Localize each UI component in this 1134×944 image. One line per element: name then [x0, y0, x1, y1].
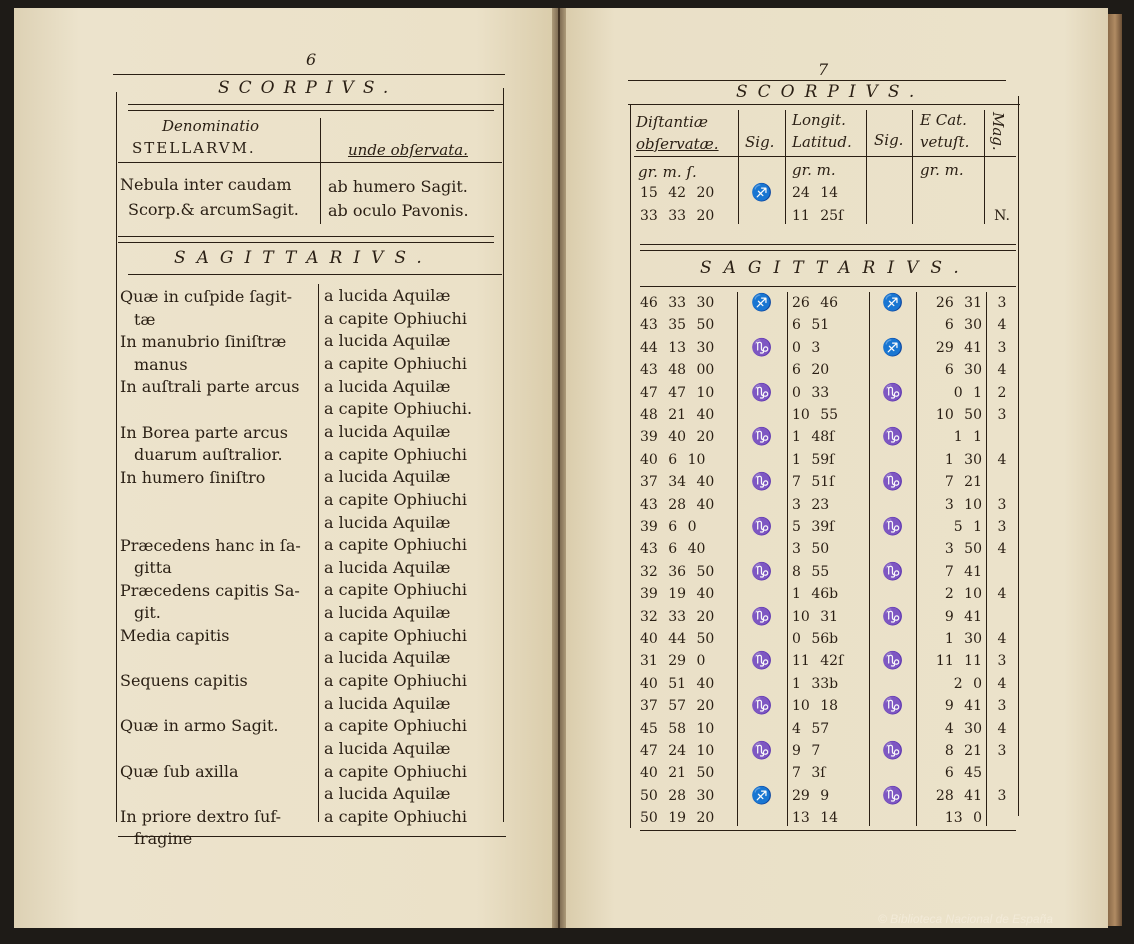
sagittarius-row-24-dist: 50 19 20	[640, 810, 715, 827]
sagittarius-name-line-5: In auſtrali parte arcus	[120, 377, 300, 397]
sag-col-divider-3	[869, 292, 870, 826]
left-header-col2: unde obſervata.	[348, 141, 468, 159]
scorpius-row-1-sig2	[872, 182, 914, 204]
sagittarius-row-18-long: 1 33b	[792, 675, 839, 692]
right-sagittarius-title: SAGITTARIVS.	[700, 258, 971, 278]
header-distantia-line1: Diſtantiæ	[636, 113, 708, 131]
sagittarius-row-14-long: 1 46b	[792, 586, 839, 603]
sagittarius-row-8-long: 1 59ſ	[792, 451, 835, 468]
sagittarius-row-9-sig2: ♑	[882, 472, 904, 493]
sagittarius-row-7-long: 1 48ſ	[792, 429, 835, 446]
sagittarius-name-line-1: Quæ in cuſpide ſagit-	[120, 287, 293, 306]
sagittarius-observed-line-12: a capite Ophiuchi	[324, 535, 467, 555]
sagittarius-row-13-long: 8 55	[792, 563, 830, 580]
sagittarius-row-11-ecat: 5 1	[953, 519, 982, 535]
sagittarius-name-line-13: gitta	[134, 558, 172, 578]
sag-col-divider-2	[787, 292, 788, 826]
sagittarius-row-12-dist: 43 6 40	[640, 541, 706, 558]
right-col-divider-2	[785, 110, 786, 224]
sagittarius-name-line-20: Quæ in armo Sagit.	[120, 716, 279, 736]
right-scorpius-title: SCORPIVS.	[736, 82, 925, 102]
sagittarius-row-16-sig2	[872, 628, 914, 650]
right-section-rule	[640, 244, 1016, 245]
sagittarius-row-22-mag	[990, 762, 1014, 784]
scorpius-row-2-long: 11 25ſ	[792, 208, 844, 224]
sagittarius-row-24-mag	[990, 807, 1014, 829]
sagittarius-row-1-mag: 3	[997, 295, 1007, 311]
sagittarius-observed-line-8: a capite Ophiuchi	[324, 444, 467, 464]
sagittarius-row-11-dist: 39 6 0	[640, 519, 697, 535]
left-header-rule	[118, 162, 502, 163]
sagittarius-observed-line-2: a capite Ophiuchi	[324, 308, 467, 328]
left-sagittarius-rule	[128, 274, 502, 275]
sagittarius-row-12-ecat: 3 50	[944, 541, 982, 558]
sagittarius-row-2-sig2	[872, 314, 914, 336]
scorpius-observed-2: ab oculo Pavonis.	[328, 201, 469, 220]
sagittarius-observed-line-6: a capite Ophiuchi.	[324, 399, 473, 419]
sagittarius-row-20-dist: 45 58 10	[640, 720, 715, 737]
sagittarius-row-18-sig2	[872, 673, 914, 695]
sagittarius-row-9-sig: ♑	[751, 472, 773, 493]
sagittarius-row-4-sig2	[872, 359, 914, 381]
sagittarius-row-19-ecat: 9 41	[944, 698, 982, 715]
sagittarius-row-6-sig	[742, 404, 782, 426]
sagittarius-observed-line-24: a capite Ophiuchi	[324, 806, 467, 826]
sagittarius-row-21-sig2: ♑	[882, 741, 904, 761]
right-page-number: 7	[818, 60, 829, 79]
sagittarius-name-line-25: fragine	[134, 829, 193, 849]
sagittarius-row-11-mag: 3	[997, 519, 1007, 535]
sagittarius-row-23-sig: ♐	[751, 785, 773, 806]
sagittarius-row-15-mag	[990, 606, 1014, 628]
scorpius-row-1-dist: 15 42 20	[640, 185, 715, 201]
sagittarius-row-22-sig2	[872, 762, 914, 784]
sagittarius-row-12-sig2	[872, 538, 914, 560]
scorpius-name-1: Nebula inter caudam	[120, 175, 292, 194]
header-mag: Mag.	[989, 112, 1007, 151]
sagittarius-row-19-sig2: ♑	[882, 696, 904, 717]
sagittarius-row-20-ecat: 4 30	[944, 720, 982, 737]
sagittarius-row-15-ecat: 9 41	[944, 608, 982, 625]
header-units-dist: gr. m. ſ.	[638, 163, 697, 181]
sagittarius-row-23-sig2: ♑	[882, 785, 904, 806]
sagittarius-row-9-long: 7 51ſ	[792, 474, 835, 491]
sagittarius-observed-line-17: a lucida Aquilæ	[324, 648, 451, 668]
sagittarius-row-14-sig2	[872, 583, 914, 605]
book-gutter	[552, 8, 566, 928]
right-col-divider-3	[866, 110, 867, 224]
sagittarius-observed-line-4: a capite Ophiuchi	[324, 353, 467, 373]
sagittarius-row-1-dist: 46 33 30	[640, 295, 715, 311]
sagittarius-row-6-ecat: 10 50	[935, 407, 982, 423]
sagittarius-observed-line-11: a lucida Aquilæ	[324, 512, 451, 532]
sagittarius-row-9-ecat: 7 21	[944, 474, 982, 491]
sagittarius-row-23-mag: 3	[997, 787, 1007, 804]
scorpius-row-2-dist: 33 33 20	[640, 208, 715, 224]
sagittarius-row-19-mag: 3	[997, 698, 1007, 715]
sagittarius-row-18-ecat: 2 0	[953, 675, 982, 692]
sagittarius-row-3-sig2: ♐	[882, 337, 904, 358]
sagittarius-row-1-sig2: ♐	[882, 293, 904, 313]
left-column-divider-bottom	[318, 284, 319, 822]
scorpius-row-1-sig: ♐	[751, 183, 773, 203]
right-title-rule	[628, 104, 1020, 105]
sagittarius-row-15-sig: ♑	[751, 606, 773, 627]
left-top-rule	[113, 74, 505, 75]
sagittarius-observed-line-3: a lucida Aquilæ	[324, 331, 451, 351]
sagittarius-row-20-long: 4 57	[792, 720, 830, 737]
sagittarius-row-17-ecat: 11 11	[935, 653, 982, 670]
header-rule	[634, 156, 1016, 157]
sagittarius-row-5-long: 0 33	[792, 384, 830, 401]
sagittarius-row-10-ecat: 3 10	[944, 496, 982, 513]
sagittarius-row-16-sig	[742, 628, 782, 650]
sagittarius-row-11-long: 5 39ſ	[792, 519, 835, 535]
sagittarius-row-5-mag: 2	[997, 384, 1007, 401]
sagittarius-row-20-sig	[742, 718, 782, 740]
sagittarius-row-20-sig2	[872, 718, 914, 740]
sagittarius-row-8-mag: 4	[997, 451, 1007, 468]
left-column-divider-top	[320, 118, 321, 224]
right-table-border-left	[630, 104, 631, 828]
sagittarius-row-3-sig: ♑	[751, 337, 773, 358]
sagittarius-row-18-mag: 4	[997, 675, 1007, 692]
sagittarius-row-6-long: 10 55	[792, 407, 839, 423]
sagittarius-row-17-dist: 31 29 0	[640, 653, 706, 670]
sagittarius-row-6-sig2	[872, 404, 914, 426]
sagittarius-row-21-dist: 47 24 10	[640, 743, 715, 759]
sagittarius-row-23-ecat: 28 41	[935, 787, 982, 804]
sagittarius-row-3-dist: 44 13 30	[640, 339, 715, 356]
header-units-ecat: gr. m.	[920, 161, 964, 179]
sagittarius-observed-line-7: a lucida Aquilæ	[324, 421, 451, 441]
sagittarius-row-7-mag	[990, 426, 1014, 448]
sagittarius-row-9-mag	[990, 471, 1014, 493]
left-page	[14, 8, 558, 928]
sagittarius-row-24-sig2	[872, 807, 914, 829]
header-sig2: Sig.	[874, 131, 904, 149]
right-table-border-right	[1018, 96, 1019, 816]
sagittarius-row-4-long: 6 20	[792, 362, 830, 379]
right-col-divider-1	[738, 110, 739, 224]
header-ecat-line2: vetuſt.	[920, 133, 970, 151]
left-section-rule	[118, 236, 494, 237]
sagittarius-row-7-ecat: 1 1	[953, 429, 982, 446]
sagittarius-row-8-sig2	[872, 449, 914, 471]
sagittarius-row-2-dist: 43 35 50	[640, 317, 715, 334]
sagittarius-row-8-dist: 40 6 10	[640, 451, 706, 468]
sagittarius-observed-line-21: a lucida Aquilæ	[324, 739, 451, 758]
sagittarius-row-16-long: 0 56b	[792, 631, 839, 647]
sagittarius-name-line-12: Præcedens hanc in ſa-	[120, 535, 301, 555]
sagittarius-row-7-sig: ♑	[751, 427, 773, 448]
sagittarius-row-22-long: 7 3ſ	[792, 765, 826, 782]
sagittarius-row-21-sig: ♑	[751, 741, 773, 761]
sagittarius-row-21-ecat: 8 21	[944, 743, 982, 759]
sagittarius-name-line-9: In humero ſiniſtro	[120, 467, 266, 487]
left-title-rule	[128, 104, 504, 105]
sagittarius-row-22-ecat: 6 45	[944, 765, 982, 782]
left-page-number: 6	[306, 50, 317, 69]
sagittarius-row-17-sig: ♑	[751, 651, 773, 672]
sagittarius-row-7-dist: 39 40 20	[640, 429, 715, 446]
sagittarius-row-5-ecat: 0 1	[953, 384, 982, 401]
sagittarius-row-3-long: 0 3	[792, 339, 821, 356]
sagittarius-name-line-15: git.	[134, 603, 161, 623]
left-title-rule-2	[128, 110, 494, 111]
sagittarius-row-1-sig: ♐	[751, 293, 773, 313]
sagittarius-row-2-mag: 4	[997, 317, 1007, 334]
sagittarius-row-23-long: 29 9	[792, 787, 830, 804]
sagittarius-observed-line-9: a lucida Aquilæ	[324, 467, 451, 487]
sagittarius-name-line-8: duarum auſtralior.	[134, 445, 283, 465]
sagittarius-row-14-mag: 4	[997, 586, 1007, 603]
sagittarius-row-10-sig2	[872, 494, 914, 516]
page-edges	[1108, 14, 1122, 926]
right-top-rule	[628, 80, 1006, 81]
sagittarius-row-16-dist: 40 44 50	[640, 631, 715, 647]
sagittarius-name-line-14: Præcedens capitis Sa-	[120, 580, 300, 600]
sagittarius-row-13-ecat: 7 41	[944, 563, 982, 580]
sagittarius-row-9-dist: 37 34 40	[640, 474, 715, 491]
sagittarius-observed-line-1: a lucida Aquilæ	[324, 286, 451, 305]
sagittarius-row-14-ecat: 2 10	[944, 586, 982, 603]
sagittarius-row-1-ecat: 26 31	[935, 295, 982, 311]
sagittarius-observed-line-15: a lucida Aquilæ	[324, 603, 451, 623]
sagittarius-name-line-24: In priore dextro ſuf-	[120, 806, 282, 826]
left-header-col1-line1: Denominatio	[162, 117, 260, 135]
sagittarius-row-4-sig	[742, 359, 782, 381]
sagittarius-name-line-18: Sequens capitis	[120, 671, 248, 691]
sagittarius-row-24-long: 13 14	[792, 810, 839, 827]
sagittarius-observed-line-22: a capite Ophiuchi	[324, 761, 467, 781]
left-table-border-left	[116, 92, 117, 822]
sagittarius-name-line-3: In manubrio ſiniſtræ	[120, 332, 287, 352]
sagittarius-name-line-16: Media capitis	[120, 626, 230, 645]
scorpius-row-1-ecat	[920, 182, 982, 204]
left-header-col1-line2: STELLARVM.	[132, 139, 256, 157]
sagittarius-row-10-mag: 3	[997, 496, 1007, 513]
scorpius-row-1-mag	[990, 182, 1014, 204]
sagittarius-row-17-long: 11 42ſ	[792, 653, 844, 670]
sagittarius-row-8-sig	[742, 449, 782, 471]
header-longit-line2: Latitud.	[792, 133, 852, 151]
right-sagittarius-rule	[640, 286, 1016, 287]
sagittarius-row-13-mag	[990, 561, 1014, 583]
sagittarius-row-23-dist: 50 28 30	[640, 787, 715, 804]
sagittarius-row-3-mag: 3	[997, 339, 1007, 356]
sagittarius-row-13-sig2: ♑	[882, 561, 904, 582]
scorpius-row-2-mag: N.	[994, 208, 1010, 224]
sagittarius-row-19-sig: ♑	[751, 696, 773, 717]
sagittarius-observed-line-13: a lucida Aquilæ	[324, 557, 451, 577]
right-col-divider-5	[984, 110, 985, 224]
sagittarius-row-4-mag: 4	[997, 362, 1007, 379]
sagittarius-row-4-ecat: 6 30	[944, 362, 982, 379]
header-ecat-line1: E Cat.	[920, 111, 967, 129]
sag-col-divider-5	[986, 292, 987, 826]
sagittarius-row-17-sig2: ♑	[882, 651, 904, 672]
sagittarius-row-16-mag: 4	[997, 631, 1007, 647]
sagittarius-row-11-sig: ♑	[751, 517, 773, 537]
sagittarius-observed-line-16: a capite Ophiuchi	[324, 625, 467, 645]
sagittarius-name-line-2: tæ	[134, 309, 156, 329]
sagittarius-row-5-sig: ♑	[751, 382, 773, 403]
sagittarius-row-13-dist: 32 36 50	[640, 563, 715, 580]
header-sig: Sig.	[745, 133, 775, 151]
left-table-border-right	[503, 88, 504, 822]
sagittarius-row-6-dist: 48 21 40	[640, 407, 715, 423]
header-distantia-line2: obſervatæ.	[636, 135, 719, 153]
sagittarius-observed-line-10: a capite Ophiuchi	[324, 489, 467, 509]
sagittarius-row-2-long: 6 51	[792, 317, 830, 334]
sagittarius-row-11-sig2: ♑	[882, 517, 904, 537]
sagittarius-row-6-mag: 3	[997, 407, 1007, 423]
scorpius-name-2: Scorp.& arcumSagit.	[128, 200, 299, 219]
sagittarius-row-24-ecat: 13 0	[944, 810, 982, 827]
sagittarius-observed-line-23: a lucida Aquilæ	[324, 784, 451, 804]
sagittarius-row-1-long: 26 46	[792, 295, 839, 311]
sagittarius-row-12-sig	[742, 538, 782, 560]
scorpius-row-2-sig2	[872, 205, 914, 227]
sag-col-divider-1	[737, 292, 738, 826]
sagittarius-row-18-dist: 40 51 40	[640, 675, 715, 692]
sagittarius-row-7-sig2: ♑	[882, 427, 904, 448]
sagittarius-row-24-sig	[742, 807, 782, 829]
sagittarius-row-3-ecat: 29 41	[935, 339, 982, 356]
sagittarius-row-20-mag: 4	[997, 720, 1007, 737]
sagittarius-row-2-ecat: 6 30	[944, 317, 982, 334]
sagittarius-row-22-sig	[742, 762, 782, 784]
sagittarius-observed-line-14: a capite Ophiuchi	[324, 580, 467, 600]
sagittarius-row-17-mag: 3	[997, 653, 1007, 670]
left-scorpius-title: SCORPIVS.	[218, 78, 398, 98]
header-units-long: gr. m.	[792, 161, 836, 179]
sagittarius-observed-line-20: a capite Ophiuchi	[324, 716, 467, 736]
sagittarius-row-14-sig	[742, 583, 782, 605]
sag-col-divider-4	[916, 292, 917, 826]
copyright-credit: © Biblioteca Nacional de España	[878, 912, 1053, 926]
sagittarius-row-12-mag: 4	[997, 541, 1007, 558]
sagittarius-observed-line-5: a lucida Aquilæ	[324, 376, 451, 396]
sagittarius-observed-line-18: a capite Ophiuchi	[324, 671, 467, 691]
sagittarius-row-5-dist: 47 47 10	[640, 384, 715, 401]
sagittarius-row-22-dist: 40 21 50	[640, 765, 715, 782]
sagittarius-row-15-sig2: ♑	[882, 606, 904, 627]
sagittarius-row-19-long: 10 18	[792, 698, 839, 715]
sagittarius-row-14-dist: 39 19 40	[640, 586, 715, 603]
sagittarius-row-21-mag: 3	[997, 743, 1007, 759]
sagittarius-name-line-4: manus	[134, 354, 188, 374]
header-longit-line1: Longit.	[792, 111, 846, 129]
sagittarius-row-10-long: 3 23	[792, 496, 830, 513]
sagittarius-row-15-dist: 32 33 20	[640, 608, 715, 625]
right-bottom-rule	[640, 830, 1016, 831]
sagittarius-row-21-long: 9 7	[792, 743, 821, 759]
scorpius-row-1-long: 24 14	[792, 185, 839, 201]
sagittarius-row-4-dist: 43 48 00	[640, 362, 715, 379]
sagittarius-row-15-long: 10 31	[792, 608, 839, 625]
sagittarius-row-2-sig	[742, 314, 782, 336]
sagittarius-observed-line-19: a lucida Aquilæ	[324, 693, 451, 713]
sagittarius-row-10-sig	[742, 494, 782, 516]
sagittarius-row-18-sig	[742, 673, 782, 695]
sagittarius-row-13-sig: ♑	[751, 561, 773, 582]
sagittarius-name-line-7: In Borea parte arcus	[120, 422, 288, 442]
left-sagittarius-title: SAGITTARIVS.	[174, 248, 433, 268]
sagittarius-row-12-long: 3 50	[792, 541, 830, 558]
scorpius-row-2-ecat	[920, 205, 982, 227]
sagittarius-row-10-dist: 43 28 40	[640, 496, 715, 513]
sagittarius-name-line-22: Quæ ſub axilla	[120, 761, 239, 781]
sagittarius-row-16-ecat: 1 30	[944, 631, 982, 647]
sagittarius-row-8-ecat: 1 30	[944, 451, 982, 468]
scorpius-observed-1: ab humero Sagit.	[328, 177, 468, 196]
right-section-rule-2	[640, 250, 1016, 251]
sagittarius-row-5-sig2: ♑	[882, 382, 904, 403]
sagittarius-row-19-dist: 37 57 20	[640, 698, 715, 715]
scorpius-row-2-sig	[742, 205, 782, 227]
left-section-rule-2	[118, 242, 494, 243]
